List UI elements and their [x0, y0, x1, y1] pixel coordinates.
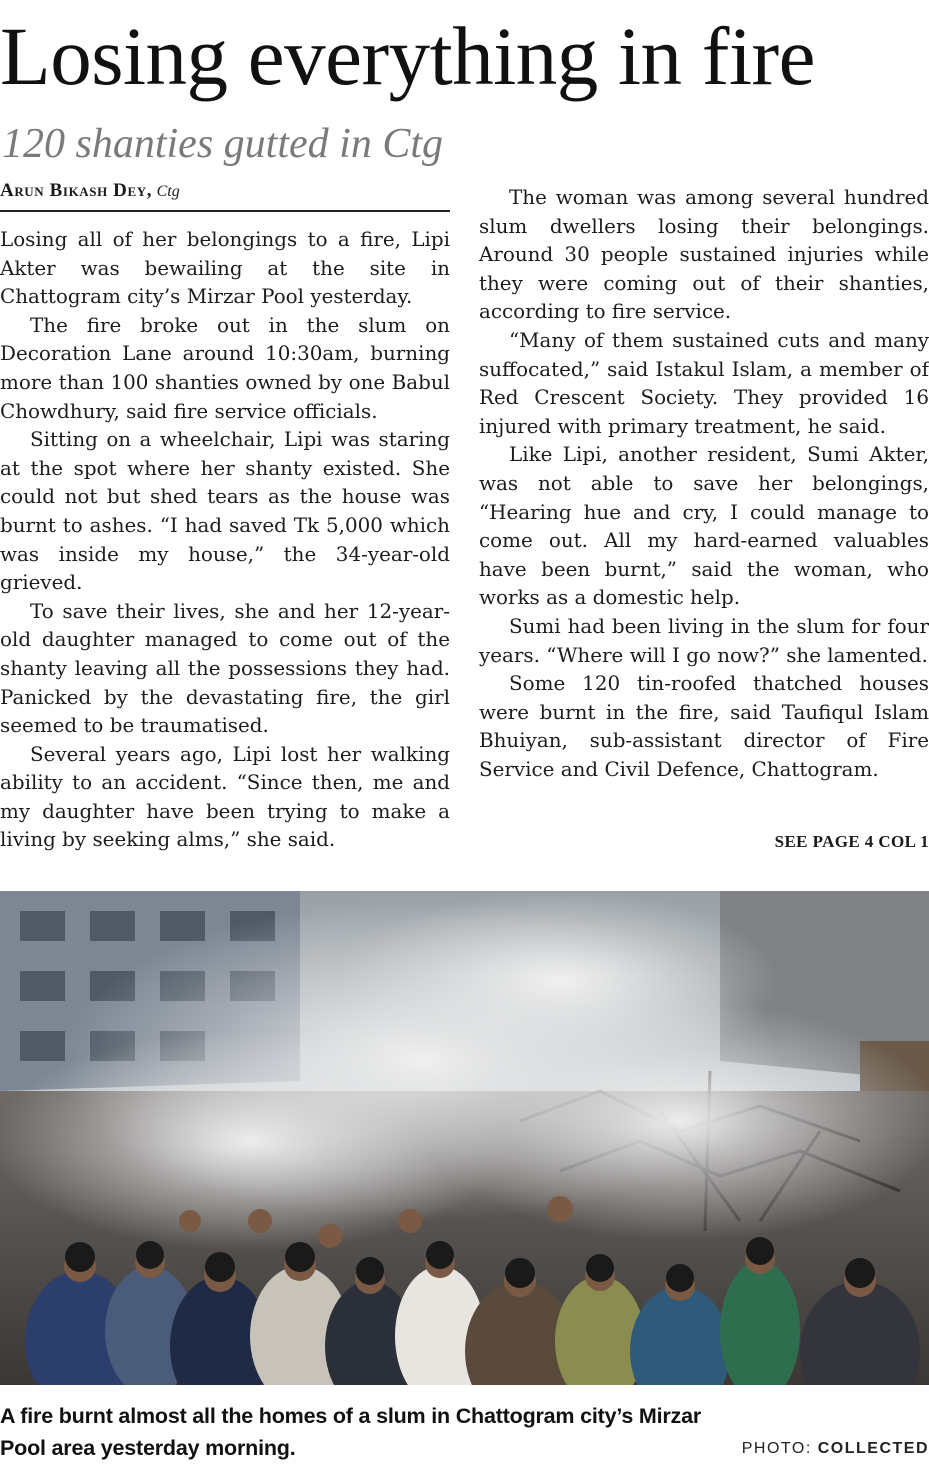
paragraph: Some 120 tin-roofed thatched houses were burnt in the fire, said Taufiqul Islam Bhuiyan, sub-assistant director of Fire Service and Civil Defence, Chattogram.: [479, 672, 929, 781]
paragraph: Sitting on a wheelchair, Lipi was staring at the spot where her shanty existed. She could not but shed tears as the house was burnt to ashes. “I had saved Tk 5,000 which was inside my house,” the 34-year-old grieved.: [0, 428, 450, 595]
paragraph: To save their lives, she and her 12-year-old daughter managed to come out of the shanty leaving all the possessions they had. Panicked by the devastating fire, the girl seemed to be traumatised.: [0, 599, 450, 738]
news-photo: [0, 891, 929, 1385]
article-column-1: [0, 226, 450, 855]
photo-caption: A fire burnt almost all the homes of a slum in Chattogram city’s Mirzar Pool area yesterday morning.: [0, 1404, 702, 1460]
paragraph: Like Lipi, another resident, Sumi Akter, was not able to save her belongings, “Hearing hue and cry, I could manage to come out. All my hard-earned valuables have been burnt,” said the woman, who works as a domestic help.: [479, 443, 929, 610]
continuation-reference: SEE PAGE 4 COL 1: [774, 832, 929, 851]
paragraph: The woman was among several hundred slum dwellers losing their belongings. Around 30 people sustained injuries while they were coming out of their shanties, according to fire service.: [479, 186, 929, 324]
paragraph: “Many of them sustained cuts and many suffocated,” said Istakul Islam, a member of Red Crescent Society. They provided 16 injured with primary treatment, he said.: [479, 328, 929, 438]
byline: [0, 178, 450, 212]
fire-scene-illustration: [0, 891, 929, 1385]
byline-author: Arun Bikash Dey,: [0, 180, 153, 201]
photo-credit-name: COLLECTED: [817, 1440, 929, 1457]
paragraph: The fire broke out in the slum on Decoration Lane around 10:30am, burning more than 100 shanties owned by one Babul Chowdhury, said fire service officials.: [0, 313, 450, 423]
photo-credit: [742, 1440, 929, 1458]
photo-credit-label: PHOTO:: [741, 1440, 812, 1457]
subheadline: 120 shanties gutted in Ctg: [2, 121, 443, 167]
paragraph: Losing all of her belongings to a fire, Lipi Akter was bewailing at the site in Chattogram city’s Mirzar Pool yesterday.: [0, 228, 450, 309]
paragraph: Sumi had been living in the slum for four years. “Where will I go now?” she lamented.: [479, 614, 929, 667]
byline-location: Ctg: [156, 183, 180, 200]
article-column-2: [479, 184, 929, 784]
paragraph: Several years ago, Lipi lost her walking ability to an accident. “Since then, me and my daughter have been trying to make a living by seeking alms,” she said.: [0, 742, 450, 852]
headline: Losing everything in fire: [0, 10, 815, 102]
